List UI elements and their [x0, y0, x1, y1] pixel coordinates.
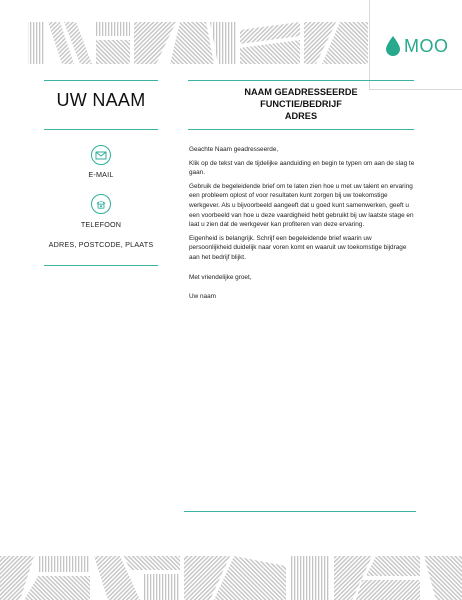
- decorative-pattern-bottom: [0, 556, 462, 600]
- recipient-name: NAAM GEADRESSEERDE: [244, 87, 358, 97]
- letter-signature[interactable]: Uw naam: [189, 293, 216, 301]
- recipient-address: ADRES: [284, 111, 318, 121]
- drop-icon: [386, 36, 400, 56]
- sender-phone: TELEFOON: [80, 220, 122, 229]
- sender-email: E-MAIL: [88, 170, 114, 179]
- letter-body[interactable]: [189, 145, 415, 302]
- sender-bottom-rule: [44, 265, 158, 266]
- name-top-rule: [44, 80, 158, 81]
- recipient-title: FUNCTIE/BEDRIJF: [260, 99, 342, 109]
- name-bottom-rule: [44, 129, 158, 130]
- logo-box: [369, 0, 462, 90]
- letter-paragraph-3[interactable]: Eigenheid is belangrijk. Schrijf een begeleidende brief waarin uw persoonlijkheid duidelijk naar voren komt en waaruit uw toekomstige bijdrage aan het bedrijf blijkt.: [189, 234, 407, 261]
- letter-paragraph-2[interactable]: Gebruik de begeleidende brief om te laten zien hoe u met uw talent en ervaring een probleem oplost of voor resultaten kunt zorgen bij uw toekomstige werkgever. Als u bijvoorbeeld aangeeft dat u goed kunt samenwerken, geeft u een voorbeeld van hoe u deze vaardigheid hebt gebruikt bij uw laatste stage en laat u zien dat de werkgever kan profiteren van deze ervaring.: [189, 182, 414, 229]
- sender-name: UW NAAM: [56, 90, 146, 110]
- email-icon: [91, 145, 111, 165]
- logo-text: MOO: [404, 36, 449, 56]
- letter-salutation[interactable]: Geachte Naam geadresseerde,: [189, 146, 279, 153]
- pattern-shapes-bottom: [0, 556, 462, 600]
- letter-closing[interactable]: Met vriendelijke groet,: [189, 273, 252, 281]
- phone-icon: [91, 194, 111, 214]
- letter-bottom-rule: [184, 511, 416, 512]
- pattern-shapes-top: [28, 22, 368, 64]
- recipient-bottom-rule: [188, 129, 414, 130]
- sender-address: ADRES, POSTCODE, PLAATS: [48, 240, 154, 249]
- recipient-top-rule: [188, 80, 414, 81]
- letter-paragraph-1[interactable]: Klik op de tekst van de tijdelijke aanduiding en begin te typen om aan de slag te gaan.: [189, 159, 415, 177]
